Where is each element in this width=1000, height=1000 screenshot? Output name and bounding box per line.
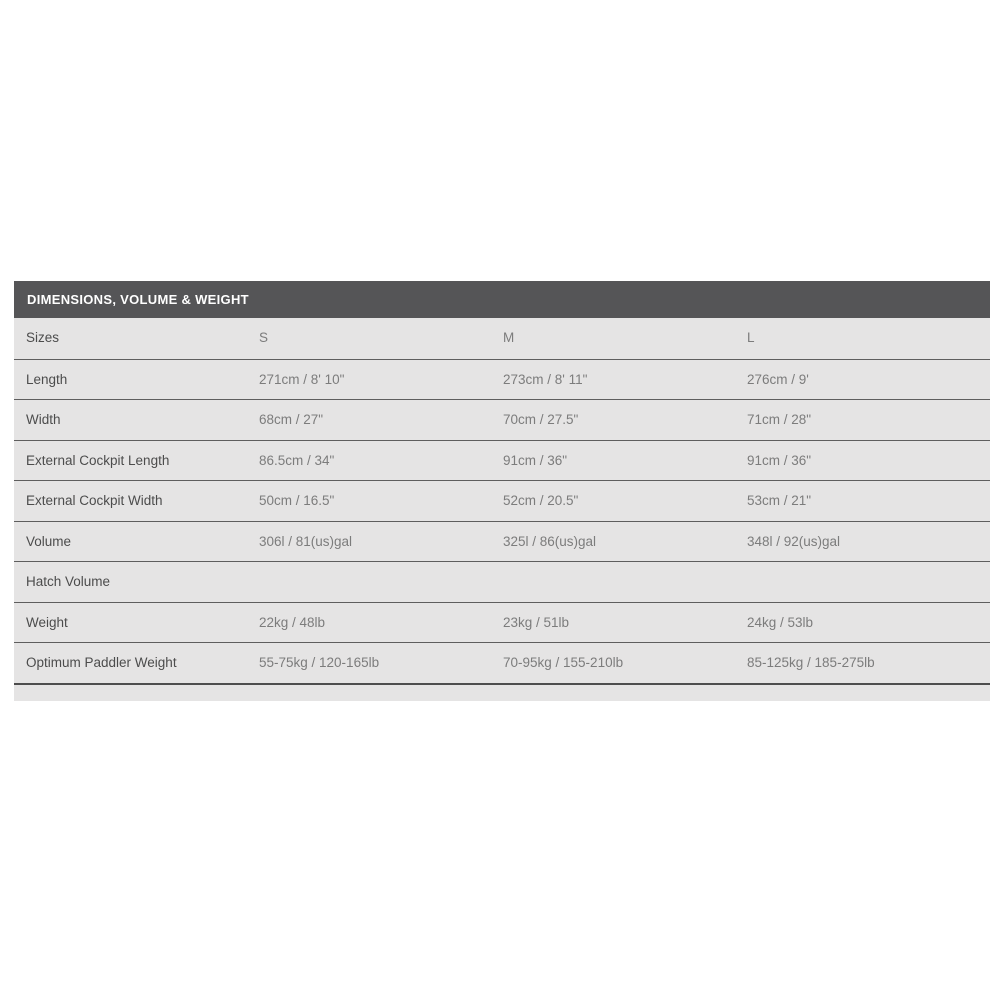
row-weight-value-s: 22kg / 48lb [259,614,326,630]
row-external-cockpit-width-value-l: 53cm / 21" [747,493,812,508]
row-optimum-paddler-weight-value-l: 85-125kg / 185-275lb [747,655,875,670]
row-sizes-value-s: S [259,330,269,345]
row-external-cockpit-width [14,480,990,521]
row-weight [14,602,990,643]
row-hatch-volume-value-l [735,562,990,602]
row-volume-value-l: 348l / 92(us)gal [747,533,841,549]
row-weight-value-m: 23kg / 51lb [503,614,570,630]
row-sizes [14,318,990,359]
row-external-cockpit-length-value-l: 91cm / 36" [747,452,812,468]
row-width [14,399,990,440]
row-length-value-s: 271cm / 8' 10" [259,371,345,387]
row-external-cockpit-length-value-m: 91cm / 36" [503,452,568,468]
row-weight-label: Weight [26,614,68,630]
row-volume-label: Volume [26,533,72,549]
row-sizes-value-m: M [503,330,515,345]
row-sizes-label: Sizes [26,330,60,345]
specs-table [14,281,990,701]
row-hatch-volume-value-m [491,562,735,602]
row-weight-value-l: 24kg / 53lb [747,614,814,630]
row-optimum-paddler-weight-value-s: 55-75kg / 120-165lb [259,655,380,670]
row-length-value-m: 273cm / 8' 11" [503,371,588,387]
row-external-cockpit-width-value-s: 50cm / 16.5" [259,493,335,508]
row-external-cockpit-width-value-m: 52cm / 20.5" [503,493,579,508]
row-external-cockpit-length [14,440,990,481]
row-width-label: Width [26,412,61,427]
row-optimum-paddler-weight [14,642,990,683]
row-width-value-l: 71cm / 28" [747,412,812,427]
row-length-value-l: 276cm / 9' [747,371,809,387]
row-length-label: Length [26,371,68,387]
table-title: DIMENSIONS, VOLUME & WEIGHT [14,281,990,318]
row-width-value-s: 68cm / 27" [259,412,324,427]
row-length [14,359,990,400]
row-sizes-value-l: L [747,330,755,345]
row-volume-value-s: 306l / 81(us)gal [259,533,353,549]
row-hatch-volume-value-s [247,562,491,602]
row-external-cockpit-length-label: External Cockpit Length [26,452,170,468]
row-external-cockpit-length-value-s: 86.5cm / 34" [259,452,335,468]
row-optimum-paddler-weight-value-m: 70-95kg / 155-210lb [503,655,624,670]
row-hatch-volume-label: Hatch Volume [26,574,111,589]
row-hatch-volume [14,561,990,602]
table-footer-strip [14,683,990,701]
row-volume [14,521,990,562]
row-optimum-paddler-weight-label: Optimum Paddler Weight [26,655,177,670]
row-width-value-m: 70cm / 27.5" [503,412,579,427]
row-external-cockpit-width-label: External Cockpit Width [26,493,163,508]
row-volume-value-m: 325l / 86(us)gal [503,533,597,549]
